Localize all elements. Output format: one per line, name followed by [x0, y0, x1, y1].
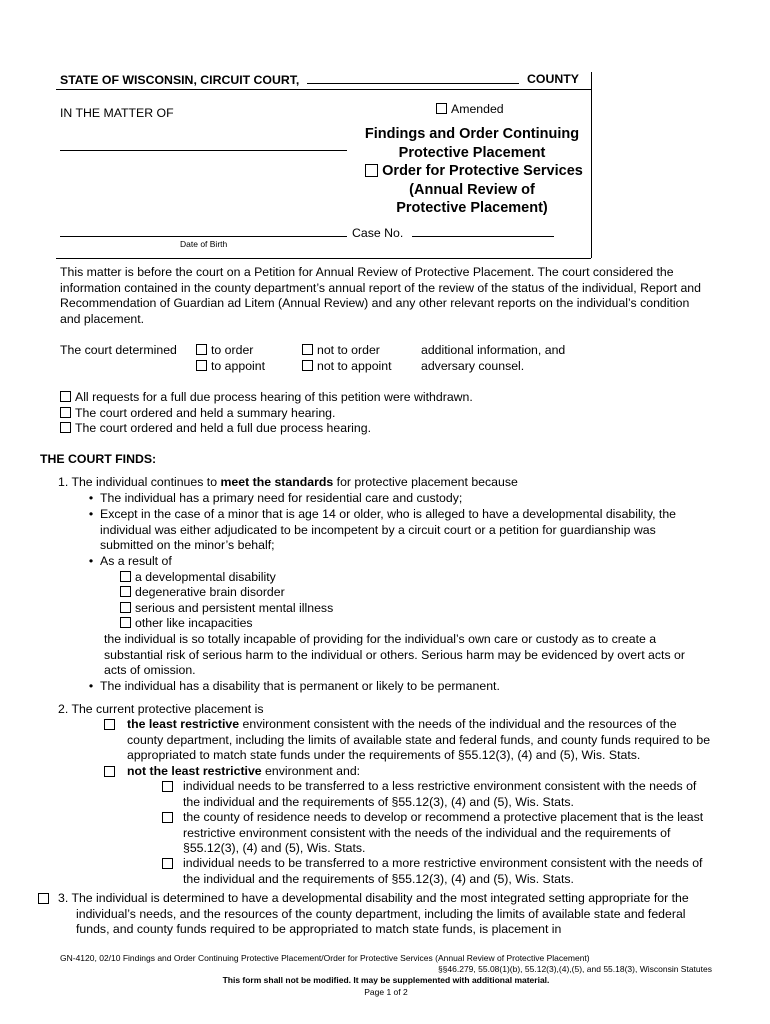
paragraph-line: individual’s needs, and the resources of the county department, including the limits of available state and federal [76, 906, 686, 921]
hearing-withdrawn-label: All requests for a full due process hearing of this petition were withdrawn. [75, 390, 473, 404]
court-determined-label: The court determined [60, 343, 177, 357]
paragraph-line: substantial risk of serious harm to the individual or others. Serious harm may be evidenced by overt acts or [104, 647, 685, 662]
bullet-residential-care: The individual has a primary need for residential care and custody; [100, 491, 463, 505]
intro-paragraph [60, 265, 720, 327]
finding-3 [58, 891, 738, 938]
not-least-restrictive-bold: not the least restrictive [127, 764, 262, 778]
developmental-disability-checkbox[interactable] [120, 571, 131, 582]
summary-hearing-label: The court ordered and held a summary hearing. [75, 406, 336, 420]
full-hearing-checkbox[interactable] [60, 422, 71, 433]
bullet: • [88, 554, 94, 568]
case-no-text: Case No. [352, 226, 404, 240]
intro-line: Recommendation of Guardian ad Litem (Annual Review) and any other relevant reports on the individual’s condition [60, 296, 690, 310]
bullet: • [88, 491, 94, 505]
to-appoint-option[interactable] [196, 359, 265, 375]
court-finds-heading: THE COURT FINDS: [40, 452, 157, 466]
option-label: a developmental disability [135, 570, 276, 584]
state-court-text: STATE OF WISCONSIN, CIRCUIT COURT, [60, 73, 300, 87]
option-label: other like incapacities [135, 616, 253, 630]
statutes-line: §§46.279, 55.08(1)(b), 55.12(3),(4),(5), and 55.18(3), Wisconsin Statutes [437, 964, 712, 974]
full-hearing-label: The court ordered and held a full due process hearing. [75, 421, 371, 435]
title-line: (Annual Review of [409, 181, 535, 198]
amended-checkbox[interactable] [436, 103, 447, 114]
title-line: Order for Protective Services [382, 163, 583, 179]
county-develop-placement-checkbox[interactable] [162, 812, 173, 823]
least-restrictive-checkbox[interactable] [104, 719, 115, 730]
case-no-label [352, 226, 554, 242]
bullet: • [88, 507, 94, 521]
case-no-field[interactable] [412, 226, 554, 237]
paragraph-line: acts of omission. [104, 663, 196, 677]
not-to-appoint-checkbox[interactable] [302, 360, 313, 371]
mental-illness-checkbox[interactable] [120, 602, 131, 613]
to-order-option[interactable] [196, 343, 253, 359]
form-title [352, 125, 592, 218]
title-line: Findings and Order Continuing [364, 126, 580, 142]
to-appoint-checkbox[interactable] [196, 360, 207, 371]
intro-line: This matter is before the court on a Petition for Annual Review of Protective Placement. The court considered the [60, 265, 674, 279]
full-hearing-option[interactable] [60, 421, 371, 437]
other-incapacities-checkbox[interactable] [120, 617, 131, 628]
summary-hearing-option[interactable] [60, 406, 335, 422]
less-restrictive-transfer-checkbox[interactable] [162, 781, 173, 792]
brain-disorder-checkbox[interactable] [120, 586, 131, 597]
finding-1-text: 1. The individual continues to [58, 475, 221, 489]
other-incapacities-option[interactable] [120, 616, 253, 632]
bullet-line: individual was either adjudicated to be incompetent by a circuit court or a petition for guardianship was [100, 522, 656, 537]
title-line: Protective Placement) [396, 200, 548, 216]
county-name-field[interactable] [307, 72, 519, 84]
bullet-permanent-disability: The individual has a disability that is permanent or likely to be permanent. [100, 679, 500, 693]
more-restrictive-transfer-option [183, 856, 728, 887]
developmental-disability-option[interactable] [120, 570, 276, 586]
paragraph-line: restrictive environment consistent with the needs of the individual and the requirements of [183, 825, 671, 840]
paragraph-line: individual needs to be transferred to a less restrictive environment consistent with the needs of [183, 779, 697, 793]
bullet: • [88, 679, 94, 693]
finding-1-text: for protective placement because [333, 475, 518, 489]
title-line: Protective Placement [398, 144, 546, 161]
finding-1-bold: meet the standards [220, 475, 334, 489]
paragraph-line: funds, and county funds required to be appropriated to match state funds, is placement in [76, 922, 562, 936]
summary-hearing-checkbox[interactable] [60, 407, 71, 418]
paragraph-line: environment consistent with the needs of the individual and the resources of the [239, 717, 677, 731]
not-least-restrictive-option [127, 764, 360, 780]
paragraph-line: environment and: [261, 764, 361, 778]
paragraph-line: the individual and the requirements of §55.12(3), (4) and (5), Wis. Stats. [183, 794, 574, 809]
bullet-minor-exception [100, 507, 720, 554]
finding-2: 2. The current protective placement is [58, 702, 264, 716]
paragraph-line: the individual is so totally incapable of providing for the individual’s own care or custody as to create a [104, 632, 657, 646]
to-order-checkbox[interactable] [196, 344, 207, 355]
paragraph-line: 3. The individual is determined to have a developmental disability and the most integrated setting appropriate for the [58, 891, 689, 905]
form-id-line: GN-4120, 02/10 Findings and Order Continuing Protective Placement/Order for Protective Services (Annual Review of Protective Placement) [60, 953, 590, 963]
to-order-label: to order [211, 343, 254, 357]
state-court-label [60, 72, 519, 89]
less-restrictive-transfer-option [183, 779, 728, 810]
intro-line: and placement. [60, 311, 145, 326]
page-number: Page 1 of 2 [364, 987, 408, 997]
paragraph-line: individual needs to be transferred to a more restrictive environment consistent with the needs of [183, 856, 703, 870]
bullet-line: submitted on the minor’s behalf; [100, 538, 275, 552]
more-restrictive-transfer-checkbox[interactable] [162, 858, 173, 869]
incapable-paragraph [104, 632, 724, 679]
county-label: COUNTY [527, 72, 579, 86]
bullet-line: Except in the case of a minor that is age 14 or older, who is alleged to have a developmental disability, the [100, 507, 677, 521]
additional-line: additional information, and [421, 343, 566, 357]
county-develop-placement-option [183, 810, 728, 857]
paragraph-line: the individual and the requirements of §55.12(3), (4) and (5), Wis. Stats. [183, 871, 574, 886]
paragraph-line: county department, including the limits of available state and federal funds, and county funds required to be [127, 732, 711, 747]
least-restrictive-option [127, 717, 727, 764]
modification-notice: This form shall not be modified. It may be supplemented with additional material. [222, 975, 550, 985]
brain-disorder-option[interactable] [120, 585, 285, 601]
dob-field[interactable] [60, 236, 347, 237]
dob-label: Date of Birth [180, 239, 228, 249]
not-to-order-label: not to order [317, 343, 380, 357]
option-label: serious and persistent mental illness [135, 601, 334, 615]
bullet-as-result: As a result of [100, 554, 172, 568]
paragraph-line: appropriated to match state funds under the requirements of §55.12(3), (4) and (5), Wis. Stats. [127, 748, 641, 762]
additional-info-text [421, 343, 565, 374]
least-restrictive-bold: the least restrictive [127, 717, 240, 731]
not-to-order-option[interactable] [302, 343, 380, 359]
intro-line: information contained in the county department’s annual report of the review of the status of the individual, Report and [60, 280, 701, 295]
amended-option[interactable] [436, 102, 504, 118]
header-rule [56, 89, 591, 90]
paragraph-line: §55.12(3), (4) and (5), Wis. Stats. [183, 841, 366, 855]
header-bottom-rule [56, 258, 591, 259]
not-to-order-checkbox[interactable] [302, 344, 313, 355]
not-to-appoint-option[interactable] [302, 359, 392, 375]
title-option-protective-services[interactable] [352, 162, 592, 181]
finding-3-checkbox[interactable] [38, 893, 49, 904]
hearing-withdrawn-checkbox[interactable] [60, 391, 71, 402]
mental-illness-option[interactable] [120, 601, 333, 617]
option-label: degenerative brain disorder [135, 585, 285, 599]
protective-services-checkbox[interactable] [365, 164, 378, 177]
finding-1 [58, 475, 518, 491]
paragraph-line: the county of residence needs to develop or recommend a protective placement that is the least [183, 810, 704, 824]
not-least-restrictive-checkbox[interactable] [104, 766, 115, 777]
amended-label: Amended [451, 102, 504, 116]
not-to-appoint-label: not to appoint [317, 359, 392, 373]
hearing-withdrawn-option[interactable] [60, 390, 473, 406]
to-appoint-label: to appoint [211, 359, 266, 373]
matter-name-field[interactable] [60, 150, 347, 151]
matter-of-label: IN THE MATTER OF [60, 106, 174, 120]
additional-line: adversary counsel. [421, 358, 525, 373]
